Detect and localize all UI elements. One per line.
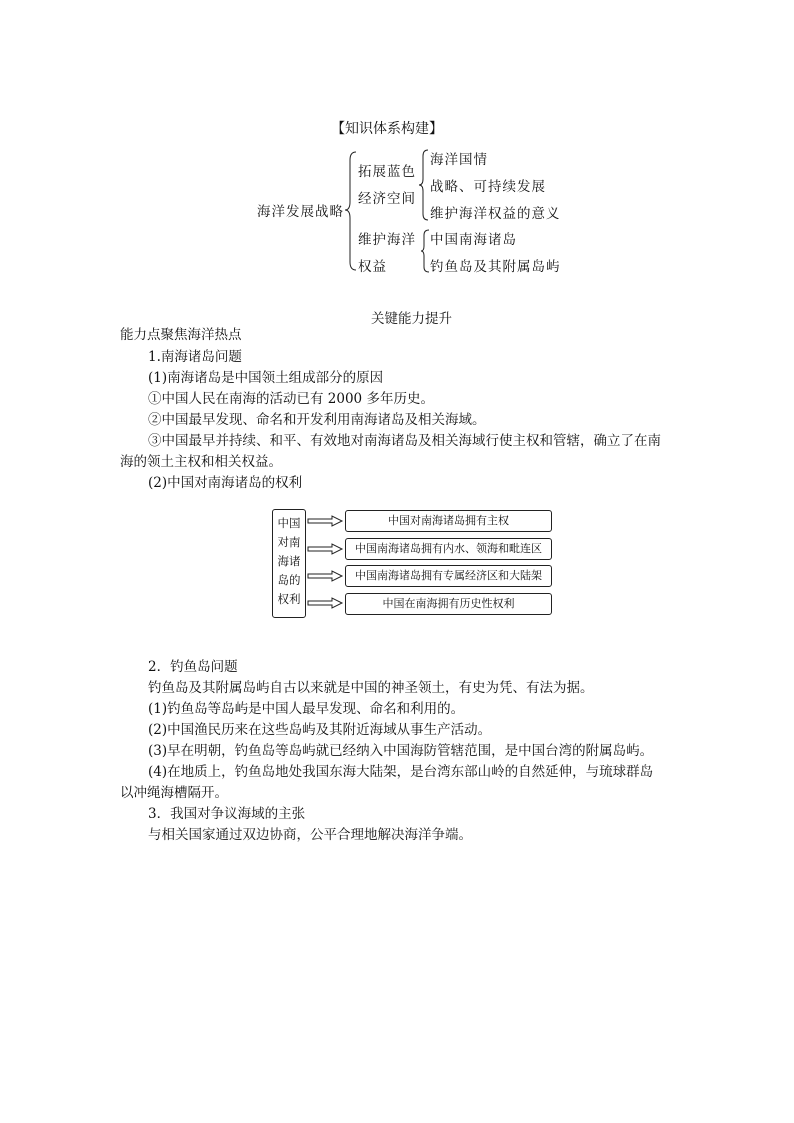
tree-root: 海洋发展战略 [257, 204, 344, 220]
section-title: 关键能力提升 [371, 311, 452, 327]
branch2-item-2: 钓鱼岛及其附属岛屿 [430, 259, 561, 275]
rights-arrows [306, 508, 346, 620]
arrow-icon [308, 598, 342, 608]
right-box-2: 中国南海诸岛拥有内水、领海和毗连区 [345, 538, 552, 560]
rights-left-text [272, 514, 306, 609]
knowledge-heading: 【知识体系构建】 [331, 121, 443, 137]
branch1-brace [418, 148, 430, 222]
p2-item-4a: (4)在地质上，钓鱼岛地处我国东海大陆架，是台湾东部山岭的自然延伸，与琉球群岛 [148, 764, 654, 780]
root-brace [344, 150, 358, 272]
p2-item-1: (1)钓鱼岛等岛屿是中国人最早发现、命名和利用的。 [148, 701, 465, 717]
arrow-icon [308, 571, 342, 581]
branch1-label-2: 经济空间 [358, 191, 416, 207]
p1-title: 1.南海诸岛问题 [148, 349, 242, 365]
p1-reason-2: ②中国最早发现、命名和开发利用南海诸岛及相关海域。 [148, 412, 486, 428]
p2-intro: 钓鱼岛及其附属岛屿自古以来就是中国的神圣领土，有史为凭、有法为据。 [148, 680, 594, 696]
p1-sub1: (1)南海诸岛是中国领土组成部分的原因 [148, 370, 384, 386]
left-box-line: 中国 [277, 516, 301, 530]
p2-item-2: (2)中国渔民历来在这些岛屿及其附近海域从事生产活动。 [148, 722, 492, 738]
branch2-label-2: 权益 [358, 259, 387, 275]
arrow-icon [308, 544, 342, 554]
branch1-item-2: 战略、可持续发展 [430, 179, 546, 195]
branch1-item-3: 维护海洋权益的意义 [430, 206, 561, 222]
left-box-line: 对南 [277, 535, 301, 549]
p1-sub2: (2)中国对南海诸岛的权利 [148, 475, 303, 491]
p2-item-4b: 以冲绳海槽隔开。 [120, 785, 228, 801]
left-box-line: 权利 [277, 592, 301, 606]
branch1-item-1: 海洋国情 [430, 152, 488, 168]
p1-reason-3a: ③中国最早并持续、和平、有效地对南海诸岛及相关海域行使主权和管辖，确立了在南 [148, 433, 661, 449]
right-box-1: 中国对南海诸岛拥有主权 [345, 510, 552, 532]
p1-reason-1: ①中国人民在南海的活动已有 2000 多年历史。 [148, 391, 434, 407]
p2-item-3: (3)早在明朝，钓鱼岛等岛屿就已经纳入中国海防管辖范围，是中国台湾的附属岛屿。 [148, 743, 654, 759]
branch2-brace [420, 228, 430, 274]
left-box-line: 海诸 [277, 554, 301, 568]
branch2-item-1: 中国南海诸岛 [430, 232, 517, 248]
branch2-label-1: 维护海洋 [358, 232, 416, 248]
right-box-3: 中国南海诸岛拥有专属经济区和大陆架 [345, 565, 552, 587]
branch1-label-1: 拓展蓝色 [358, 164, 416, 180]
p3-title: 3．我国对争议海域的主张 [148, 806, 306, 822]
p3-text: 与相关国家通过双边协商，公平合理地解决海洋争端。 [148, 827, 472, 843]
p2-title: 2．钓鱼岛问题 [148, 659, 238, 675]
p1-reason-3b: 海的领土主权和相关权益。 [120, 454, 282, 470]
focus-heading: 能力点聚焦海洋热点 [120, 327, 242, 343]
arrow-icon [308, 516, 342, 526]
left-box-line: 岛的 [277, 573, 301, 587]
right-box-4: 中国在南海拥有历史性权利 [345, 593, 552, 615]
